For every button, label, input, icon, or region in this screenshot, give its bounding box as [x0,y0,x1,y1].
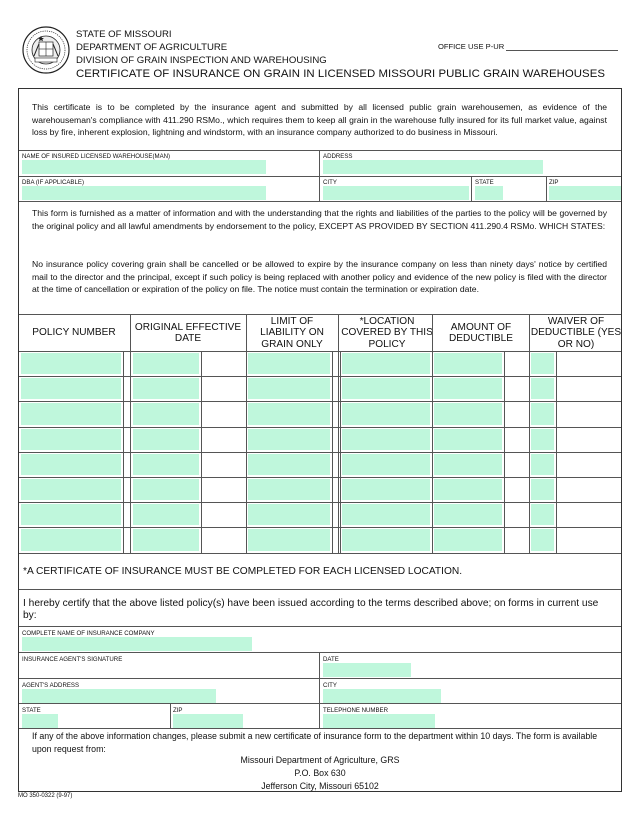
intro-paragraph: This certificate is to be completed by the insurance agent and submitted by all licensed public grain warehousemen, as evidence of the warehouseman's compliance with 411.290 RSMo., which requires them to keep all grain in the warehouse fully insured for its full market value, against loss by fire, inherent explosion, lightning and windstorm, with an insurance company authorized to do business in Missouri. [32,102,607,137]
column-header-waiver: WAIVER OF DEDUCTIBLE (YES OR NO) [530,315,622,350]
divider [19,728,621,729]
agent-state-label: STATE [22,707,41,714]
column-header-effective-date: ORIGINAL EFFECTIVE DATE [134,321,242,344]
location-cell[interactable] [342,504,430,525]
deductible-cell[interactable] [434,429,502,450]
column-divider [246,314,247,553]
divider [19,176,621,177]
deductible-cell[interactable] [434,378,502,399]
agent-state-input[interactable] [22,714,58,728]
office-use-label: OFFICE USE P-UR [438,42,505,51]
agent-address-input[interactable] [22,689,216,703]
limit-cell[interactable] [248,479,330,500]
column-divider [432,314,433,553]
warehouse-name-label: NAME OF INSURED LICENSED WAREHOUSE(MAN) [22,153,171,160]
page-title: CERTIFICATE OF INSURANCE ON GRAIN IN LICENSED MISSOURI PUBLIC GRAIN WAREHOUSES [76,68,605,80]
missouri-state-seal [22,26,70,74]
waiver-cell[interactable] [531,378,554,399]
table-row-border [19,427,621,428]
location-cell[interactable] [342,429,430,450]
location-footnote: *A CERTIFICATE OF INSURANCE MUST BE COMPLETED FOR EACH LICENSED LOCATION. [23,566,463,577]
insurance-company-label: COMPLETE NAME OF INSURANCE COMPANY [22,630,155,637]
policy-number-cell[interactable] [21,454,121,475]
divider [319,652,320,728]
policy-number-cell[interactable] [21,403,121,424]
effective-date-cell[interactable] [133,529,199,550]
waiver-cell[interactable] [531,403,554,424]
divider [19,703,621,704]
table-bottom-border [19,553,621,554]
location-cell[interactable] [342,529,430,550]
policy-number-cell[interactable] [21,378,121,399]
policy-number-cell[interactable] [21,429,121,450]
telephone-label: TELEPHONE NUMBER [323,707,389,714]
divider [19,678,621,679]
agent-city-label: CITY [323,682,337,689]
form-number: MO 350-0322 (9-97) [18,793,73,799]
header-state: STATE OF MISSOURI [76,29,172,40]
waiver-cell[interactable] [531,504,554,525]
office-use-field [438,42,618,51]
waiver-cell[interactable] [531,353,554,374]
policy-number-cell[interactable] [21,353,121,374]
effective-date-cell[interactable] [133,403,199,424]
deductible-cell[interactable] [434,504,502,525]
location-cell[interactable] [342,353,430,374]
effective-date-cell[interactable] [133,378,199,399]
agent-zip-input[interactable] [173,714,243,728]
limit-cell[interactable] [248,353,330,374]
location-cell[interactable] [342,479,430,500]
dba-input[interactable] [22,186,266,200]
effective-date-cell[interactable] [133,353,199,374]
column-header-policy-number: POLICY NUMBER [32,327,116,339]
limit-cell[interactable] [248,529,330,550]
agent-signature-label: INSURANCE AGENT'S SIGNATURE [22,656,123,663]
divider [19,589,621,590]
mailing-address-line3: Jefferson City, Missouri 65102 [261,781,379,791]
agent-address-label: AGENT'S ADDRESS [22,682,80,689]
table-row-border [19,401,621,402]
date-label: DATE [323,656,339,663]
city-input[interactable] [323,186,469,200]
header-division: DIVISION OF GRAIN INSPECTION AND WAREHOUSING [76,55,327,66]
table-row-border [19,452,621,453]
divider [170,703,171,728]
divider [19,626,621,627]
zip-label: ZIP [549,179,559,186]
column-divider [338,314,339,553]
policy-number-cell[interactable] [21,504,121,525]
telephone-input[interactable] [323,714,435,728]
location-cell[interactable] [342,403,430,424]
changes-notice: If any of the above information changes, please submit a new certificate of insurance form to the department within 10 days. The form is available upon request from: [32,731,598,754]
certification-statement: I hereby certify that the above listed policy(s) have been issued according to the terms described above; on forms in current use by: [23,598,599,621]
agent-zip-label: ZIP [173,707,183,714]
header-department: DEPARTMENT OF AGRICULTURE [76,42,228,53]
address-label: ADDRESS [323,153,353,160]
dba-label: DBA (IF APPLICABLE) [22,179,84,186]
deductible-cell[interactable] [434,479,502,500]
waiver-cell[interactable] [531,529,554,550]
table-row-border [19,502,621,503]
limit-cell[interactable] [248,378,330,399]
waiver-cell[interactable] [531,454,554,475]
statement-paragraph: This form is furnished as a matter of information and with the understanding that the rights and liabilities of the parties to the policy will be governed by the original policy and all lawful amendments by endorsement to the policy, EXCEPT AS PROVIDED BY SECTION 411.290.4 RSMo. WHICH STATES: [32,208,607,231]
table-header-border [19,351,621,352]
agent-city-input[interactable] [323,689,441,703]
limit-cell[interactable] [248,429,330,450]
column-header-location: *LOCATION COVERED BY THIS POLICY [341,315,433,350]
mailing-address-line1: Missouri Department of Agriculture, GRS [240,755,400,765]
column-divider [529,314,530,553]
deductible-cell[interactable] [434,454,502,475]
policy-number-cell[interactable] [21,479,121,500]
state-label: STATE [475,179,494,186]
city-label: CITY [323,179,337,186]
divider [471,176,472,201]
divider [19,201,621,202]
table-row-border [19,527,621,528]
deductible-cell[interactable] [434,353,502,374]
location-cell[interactable] [342,454,430,475]
column-header-deductible: AMOUNT OF DEDUCTIBLE [449,321,513,344]
office-use-line[interactable] [506,42,618,51]
limit-cell[interactable] [248,454,330,475]
waiver-cell[interactable] [531,479,554,500]
limit-cell[interactable] [248,504,330,525]
warehouse-name-input[interactable] [22,160,266,174]
certificate-form [18,88,622,792]
limit-cell[interactable] [248,403,330,424]
state-input[interactable] [475,186,503,200]
mailing-address-line2: P.O. Box 630 [294,768,346,778]
effective-date-cell[interactable] [133,454,199,475]
divider [546,176,547,201]
column-header-limit: LIMIT OF LIABILITY ON GRAIN ONLY [260,315,324,350]
address-input[interactable] [323,160,543,174]
location-cell[interactable] [342,378,430,399]
zip-input[interactable] [549,186,621,200]
deductible-cell[interactable] [434,403,502,424]
insurance-company-input[interactable] [22,637,252,651]
policy-number-cell[interactable] [21,529,121,550]
table-row-border [19,376,621,377]
waiver-cell[interactable] [531,429,554,450]
date-input[interactable] [323,663,411,677]
effective-date-cell[interactable] [133,429,199,450]
effective-date-cell[interactable] [133,504,199,525]
divider [19,652,621,653]
column-divider [130,314,131,553]
deductible-cell[interactable] [434,529,502,550]
effective-date-cell[interactable] [133,479,199,500]
table-row-border [19,477,621,478]
divider [19,150,621,151]
cancellation-paragraph: No insurance policy covering grain shall be cancelled or be allowed to expire by the insurance company on less than ninety days' notice by certified mail to the director and the principal, except if such policy is being replaced with another policy and evidence of the new policy is filed with the director at the time of cancellation or expiration of the policy on file. The notice must contain the termination or expiration date. [32,259,607,294]
